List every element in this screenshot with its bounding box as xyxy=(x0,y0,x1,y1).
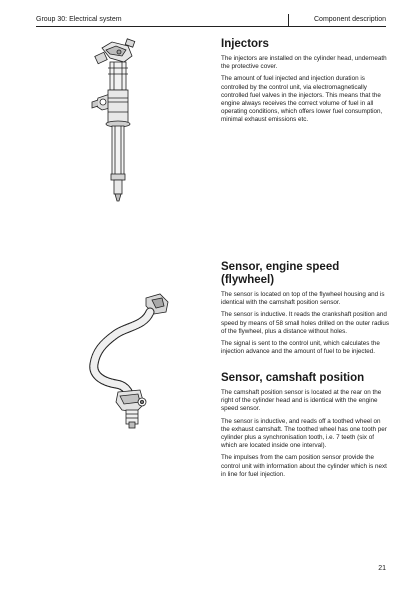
section-title: Sensor, engine speed (flywheel) xyxy=(221,261,340,286)
section-title: Injectors xyxy=(221,38,269,50)
header-group-title: Group 30: Electrical system xyxy=(36,16,122,23)
section-injectors xyxy=(221,38,389,129)
paragraph: The injectors are installed on the cylinder head, underneath the protective cover. xyxy=(221,55,387,71)
section-camshaft-sensor xyxy=(221,372,389,483)
speed-sensor-illustration xyxy=(74,292,180,430)
header-section-title: Component description xyxy=(314,16,386,23)
section-engine-speed-sensor xyxy=(221,261,389,360)
paragraph: The impulses from the cam position sensor provide the control unit with information about the cylinder which is next in line for fuel injection. xyxy=(221,454,387,478)
paragraph: The amount of fuel injected and injection duration is controlled by the control unit, via electromagnetically controlled fuel valves in the injectors. This means that the engine always receives the correct volume of fuel in all operating conditions, which offers lower fuel consumption, minimal exhaust emissions etc. xyxy=(221,75,383,124)
paragraph: The signal is sent to the control unit, which calculates the injection advance and the amount of fuel to be injected. xyxy=(221,340,380,356)
page-header xyxy=(36,14,386,27)
paragraph: The camshaft position sensor is located at the rear on the right of the cylinder head and is identical with the engine speed sensor. xyxy=(221,389,382,413)
paragraph: The sensor is located on top of the flywheel housing and is identical with the camshaft position sensor. xyxy=(221,291,385,307)
injector-illustration xyxy=(88,38,158,203)
section-title: Sensor, camshaft position xyxy=(221,372,365,384)
paragraph: The sensor is inductive, and reads off a toothed wheel on the exhaust camshaft. The toothed wheel has one tooth per cylinder plus a synchronisation tooth, i.e. 7 teeth (six of which are located inside one interval). xyxy=(221,417,387,450)
page-number: 21 xyxy=(378,565,386,572)
paragraph: The sensor is inductive. It reads the crankshaft position and speed by means of 58 small holes drilled on the outer radius of the flywheel, plus a distance without holes. xyxy=(221,311,390,335)
header-divider xyxy=(288,14,289,26)
